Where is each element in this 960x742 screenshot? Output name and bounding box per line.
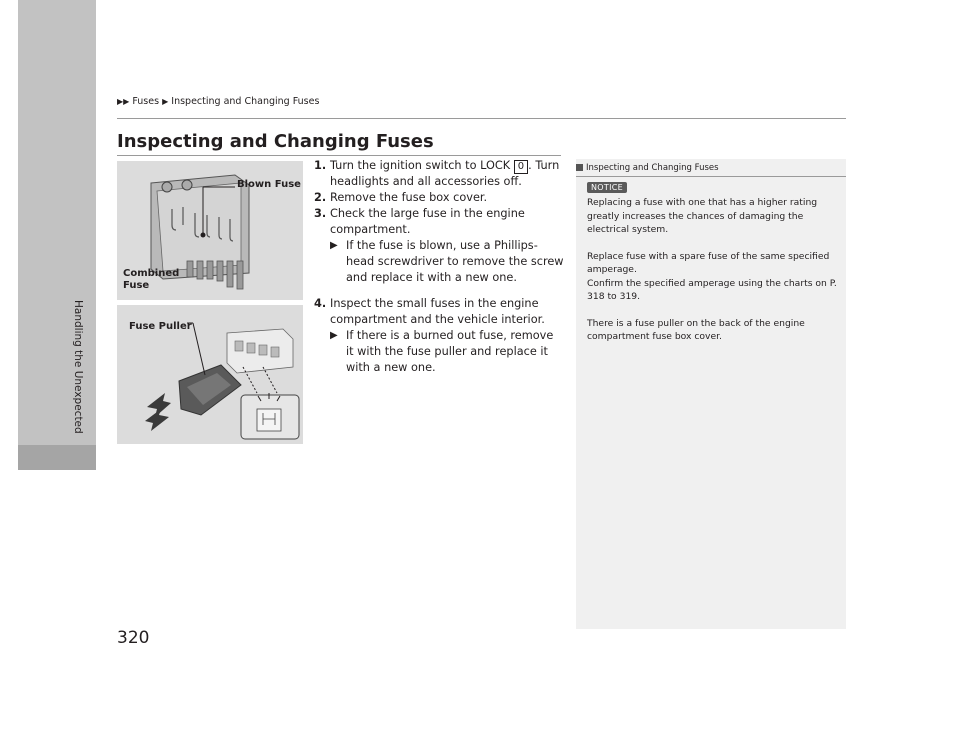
step-number: 3. bbox=[314, 207, 327, 220]
note-paragraph: There is a fuse puller on the back of the engine compartment fuse box cover. bbox=[587, 317, 805, 342]
lock-key-symbol: 0 bbox=[514, 160, 528, 174]
header-divider bbox=[117, 118, 846, 119]
figure-fuse-puller bbox=[117, 305, 303, 444]
step-number: 1. bbox=[314, 159, 327, 172]
step-3 bbox=[314, 206, 564, 286]
substep-text: If the fuse is blown, use a Phillips-head screwdriver to remove the screw and replace it with a new one. bbox=[346, 239, 564, 284]
chapter-side-tab bbox=[18, 0, 96, 470]
step-4-substep bbox=[330, 328, 564, 376]
chapter-label: Handling the Unexpected bbox=[72, 300, 84, 434]
step-3-substep bbox=[330, 238, 564, 286]
breadcrumb-item-fuses[interactable]: Fuses bbox=[132, 96, 160, 107]
breadcrumb-item-current: Inspecting and Changing Fuses bbox=[171, 96, 320, 107]
side-notes-panel bbox=[576, 159, 846, 629]
breadcrumb-arrow-icon: ▶▶ bbox=[117, 97, 130, 106]
step-text: Remove the fuse box cover. bbox=[330, 191, 488, 204]
note-paragraph: Confirm the specified amperage using the charts on P. 318 to 319. bbox=[587, 277, 837, 302]
notes-heading bbox=[576, 163, 846, 173]
notes-divider bbox=[576, 176, 846, 177]
substep-arrow-icon: ▶ bbox=[330, 240, 338, 251]
chapter-tab-marker bbox=[18, 445, 96, 470]
step-2 bbox=[314, 190, 564, 206]
title-divider bbox=[117, 155, 561, 156]
notes-heading-text: Inspecting and Changing Fuses bbox=[586, 163, 719, 173]
step-text: Inspect the small fuses in the engine compartment and the vehicle interior. bbox=[330, 297, 545, 326]
note-paragraph: Replace fuse with a spare fuse of the same specified amperage. bbox=[587, 250, 830, 275]
note-paragraph: Replacing a fuse with one that has a higher rating greatly increases the chances of damaging the electrical system. bbox=[587, 197, 818, 235]
page-number: 320 bbox=[117, 628, 150, 648]
procedure-steps bbox=[314, 158, 564, 376]
step-text-continued: . Turn headlights and all accessories off. bbox=[330, 159, 560, 188]
label-blown-fuse: Blown Fuse bbox=[237, 179, 301, 190]
step-1 bbox=[314, 158, 564, 190]
step-4 bbox=[314, 296, 564, 376]
note-bullet-icon bbox=[576, 164, 583, 171]
notice-badge: NOTICE bbox=[587, 182, 627, 193]
breadcrumb-arrow-icon: ▶ bbox=[162, 97, 169, 106]
page-title: Inspecting and Changing Fuses bbox=[117, 131, 434, 152]
figure-combined-fuse bbox=[117, 161, 303, 300]
substep-arrow-icon: ▶ bbox=[330, 330, 338, 341]
label-fuse-puller: Fuse Puller bbox=[129, 321, 192, 332]
step-text: Check the large fuse in the engine compartment. bbox=[330, 207, 525, 236]
spacer bbox=[314, 286, 564, 296]
step-text: Turn the ignition switch to LOCK bbox=[330, 159, 514, 172]
step-number: 2. bbox=[314, 191, 327, 204]
notes-body bbox=[587, 196, 837, 357]
label-combined-fuse: Combined Fuse bbox=[123, 268, 180, 291]
substep-text: If there is a burned out fuse, remove it with the fuse puller and replace it with a new one. bbox=[346, 329, 554, 374]
step-number: 4. bbox=[314, 297, 327, 310]
breadcrumb bbox=[117, 96, 319, 107]
